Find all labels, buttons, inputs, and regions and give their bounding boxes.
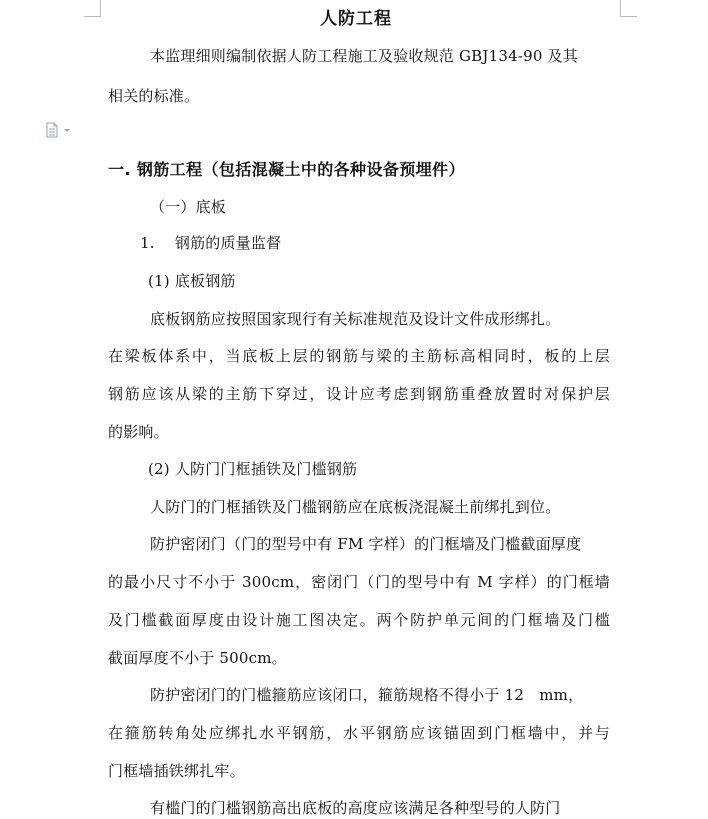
margin-corner-mark-left [84, 0, 101, 17]
subitem-title-2: (2) 人防门门框插铁及门槛钢筋 [148, 460, 358, 478]
section-heading: 一. 钢筋工程（包括混凝土中的各种设备预埋件） [108, 160, 465, 179]
paragraph-line: 人防门的门框插铁及门槛钢筋应在底板浇混凝土前绑扎到位。 [150, 498, 561, 516]
paragraph-line: 及门槛截面厚度由设计施工图决定。两个防护单元间的门框墙及门槛 [108, 611, 610, 629]
paragraph-line: 有槛门的门槛钢筋高出底板的高度应该满足各种型号的人防门 [150, 799, 561, 817]
margin-corner-mark-right [620, 0, 637, 17]
paragraph-line: 的影响。 [108, 423, 169, 441]
paragraph-line: 截面厚度不小于 500cm。 [108, 649, 287, 667]
document-icon[interactable] [46, 122, 72, 138]
item-title: 1. 钢筋的质量监督 [140, 234, 282, 252]
paragraph-line: 底板钢筋应按照国家现行有关标准规范及设计文件成形绑扎。 [150, 310, 561, 328]
paragraph-line: 防护密闭门的门槛箍筋应该闭口，箍筋规格不得小于 12 mm， [150, 686, 584, 704]
paragraph-line: 防护密闭门（门的型号中有 FM 字样）的门框墙及门槛截面厚度 [150, 535, 582, 553]
paragraph-line: 在箍筋转角处应绑扎水平钢筋，水平钢筋应该锚固到门框墙中，并与 [108, 724, 610, 742]
subitem-title-1: (1) 底板钢筋 [148, 272, 236, 290]
paragraph-line: 钢筋应该从梁的主筋下穿过，设计应考虑到钢筋重叠放置时对保护层 [108, 385, 610, 403]
paragraph-line: 的最小尺寸不小于 300cm，密闭门（门的型号中有 M 字样）的门框墙 [108, 573, 610, 591]
intro-line-1: 本监理细则编制依据人防工程施工及验收规范 GBJ134-90 及其 [150, 47, 578, 65]
intro-line-2: 相关的标准。 [108, 87, 200, 105]
page-title: 人防工程 [320, 9, 392, 29]
subsection-title: （一）底板 [150, 198, 227, 216]
paragraph-line: 在梁板体系中，当底板上层的钢筋与梁的主筋标高相同时，板的上层 [108, 347, 610, 365]
paragraph-line: 门框墙插铁绑扎牢。 [108, 762, 245, 780]
